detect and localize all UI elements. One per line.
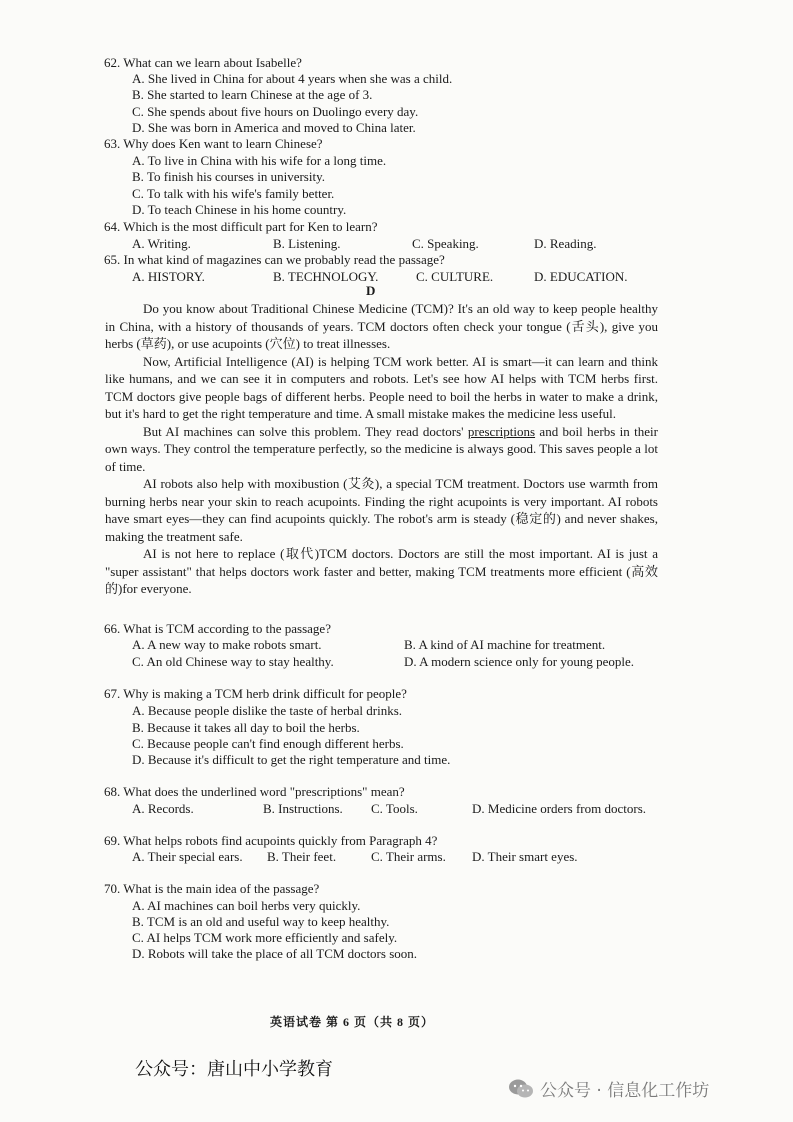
- option: A. AI machines can boil herbs very quickly.: [132, 898, 361, 913]
- option: D. Because it's difficult to get the right temperature and time.: [132, 752, 451, 767]
- option: B. A kind of AI machine for treatment.: [404, 637, 606, 652]
- option: A. To live in China with his wife for a long time.: [132, 153, 387, 168]
- option: C. Speaking.: [412, 236, 479, 251]
- option: A. HISTORY.: [132, 269, 205, 284]
- option: B. She started to learn Chinese at the age of 3.: [132, 87, 373, 102]
- option: D. To teach Chinese in his home country.: [132, 202, 347, 217]
- option: B. TCM is an old and useful way to keep healthy.: [132, 914, 390, 929]
- question-62: 62. What can we learn about Isabelle?: [104, 55, 302, 70]
- option: C. She spends about five hours on Duolingo every day.: [132, 104, 419, 119]
- passage: [105, 300, 658, 598]
- paragraph-1: Do you know about Traditional Chinese Medicine (TCM)? It's an old way to keep people healthy in China, with a history of thousands of years. TCM doctors often check your tongue (舌头), give you herbs (草药), or use acupoints (穴位) to treat illnesses.: [105, 301, 658, 351]
- account-label: 公众号：唐山中小学教育: [135, 1059, 333, 1080]
- question-66: 66. What is TCM according to the passage?: [104, 621, 331, 636]
- option: D. A modern science only for young people.: [404, 654, 634, 669]
- watermark: [508, 1076, 709, 1101]
- option: A. Because people dislike the taste of herbal drinks.: [132, 703, 403, 718]
- option: D. Medicine orders from doctors.: [472, 801, 647, 816]
- page-footer: 英语试卷 第 6 页（共 8 页）: [270, 1015, 435, 1029]
- paragraph-4: AI robots also help with moxibustion (艾灸), a special TCM treatment. Doctors use warmth from burning herbs near your skin to reach acupoints. Finding the right acupoints is very important. AI robots have smart eyes—they can find acupoints quickly. The robot's arm is steady (稳定的) and never shakes, making the treatment safe.: [105, 476, 658, 544]
- option: A. Records.: [132, 801, 194, 816]
- option: C. To talk with his wife's family better.: [132, 186, 335, 201]
- watermark-text: 公众号 · 信息化工作坊: [540, 1081, 710, 1101]
- option: D. Robots will take the place of all TCM doctors soon.: [132, 946, 417, 961]
- question-67: 67. Why is making a TCM herb drink difficult for people?: [104, 686, 407, 701]
- option: D. EDUCATION.: [534, 269, 628, 284]
- paragraph-3: [105, 423, 658, 476]
- section-label: D: [366, 283, 376, 298]
- option: C. CULTURE.: [416, 269, 494, 284]
- option: C. Because people can't find enough different herbs.: [132, 736, 404, 751]
- question-63: 63. Why does Ken want to learn Chinese?: [104, 136, 323, 151]
- option: C. An old Chinese way to stay healthy.: [132, 654, 334, 669]
- question-70: 70. What is the main idea of the passage?: [104, 881, 320, 896]
- question-69: 69. What helps robots find acupoints quickly from Paragraph 4?: [104, 833, 438, 848]
- underlined-word: prescriptions: [467, 423, 536, 439]
- option: A. She lived in China for about 4 years when she was a child.: [132, 71, 453, 86]
- question-64: 64. Which is the most difficult part for Ken to learn?: [104, 219, 378, 234]
- question-65: 65. In what kind of magazines can we probably read the passage?: [104, 252, 445, 267]
- option: A. Writing.: [132, 236, 191, 251]
- paragraph-3-text: But AI machines can solve this problem. They read doctors': [143, 423, 468, 439]
- option: C. AI helps TCM work more efficiently and safely.: [132, 930, 398, 945]
- wechat-icon: [508, 1078, 534, 1100]
- option: B. Because it takes all day to boil the herbs.: [132, 720, 360, 735]
- option: C. Their arms.: [371, 849, 446, 864]
- option: A. Their special ears.: [132, 849, 243, 864]
- option: B. Instructions.: [263, 801, 343, 816]
- option: B. TECHNOLOGY.: [273, 269, 379, 284]
- option: C. Tools.: [371, 801, 418, 816]
- option: B. To finish his courses in university.: [132, 169, 326, 184]
- option: A. A new way to make robots smart.: [132, 637, 322, 652]
- paragraph-2: Now, Artificial Intelligence (AI) is helping TCM work better. AI is smart—it can learn and think like humans, and we can see it in computers and robots. Let's see how AI helps with TCM herbs first. TCM doctors give people bags of different herbs. People need to boil the herbs in water to make a drink, but it's hard to get the right temperature and time. A small mistake makes the medicine less useful.: [105, 353, 658, 421]
- option: B. Listening.: [273, 236, 341, 251]
- option: D. Reading.: [534, 236, 597, 251]
- paragraph-3-text-end: and boil herbs in their own ways. They control the temperature perfectly, so the medicine is always good. This saves people a lot of time.: [105, 423, 658, 474]
- option: D. Their smart eyes.: [472, 849, 578, 864]
- option: B. Their feet.: [267, 849, 337, 864]
- question-68: 68. What does the underlined word "prescriptions" mean?: [104, 784, 405, 799]
- paragraph-5: AI is not here to replace (取代)TCM doctors. Doctors are still the most important. AI is just a "super assistant" that helps doctors work faster and better, making TCM treatments more efficient (高效的)for everyone.: [105, 546, 658, 596]
- option: D. She was born in America and moved to China later.: [132, 120, 416, 135]
